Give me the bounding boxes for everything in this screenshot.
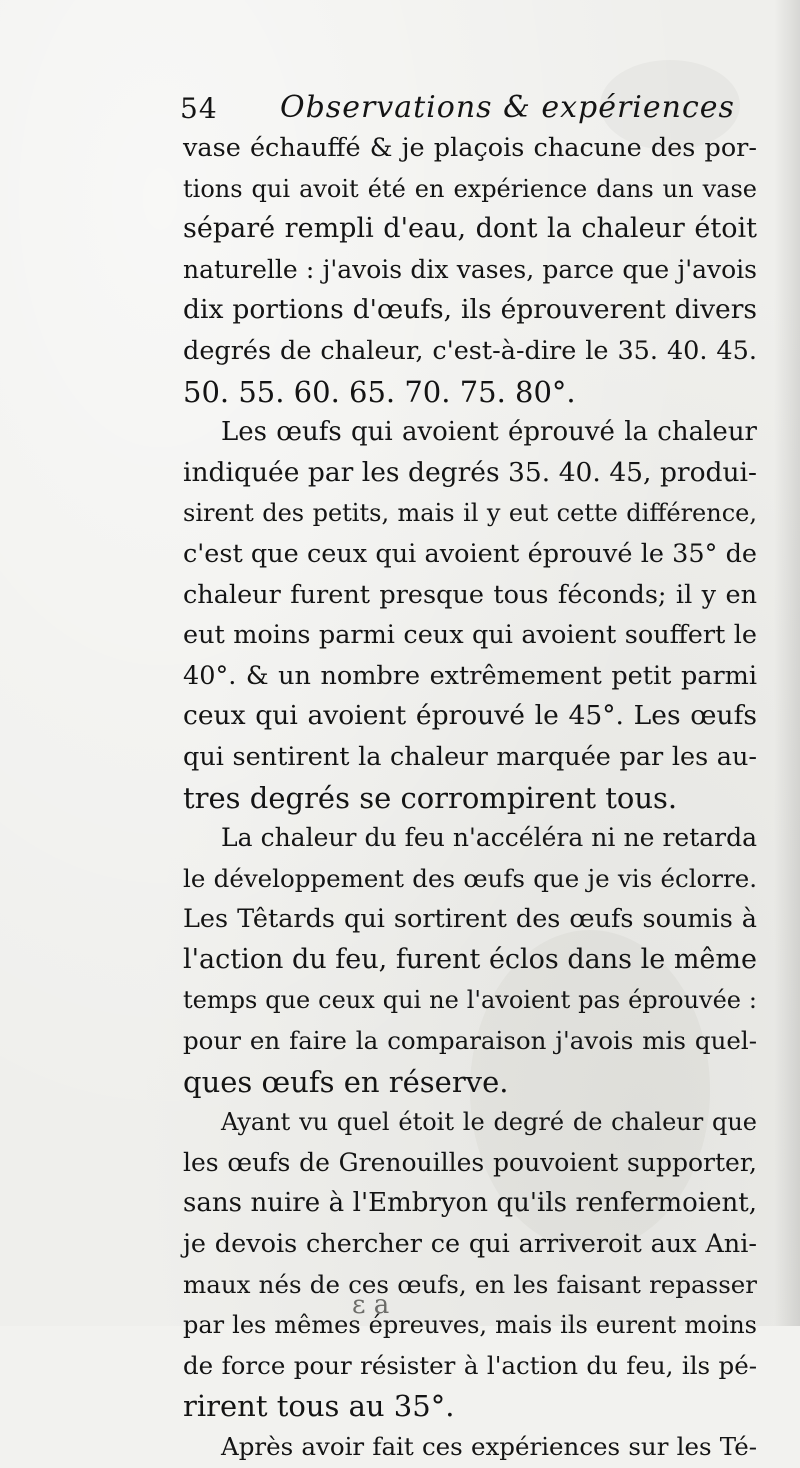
text-line: ques œufs en réserve. bbox=[183, 1064, 509, 1099]
text-line: Après avoir fait ces expériences sur les Té- bbox=[221, 1432, 757, 1461]
footer-mark: ɛ a bbox=[352, 1290, 390, 1320]
page-edge-shadow bbox=[774, 0, 800, 1326]
text-line: sans nuire à l'Embryon qu'ils renfermoient, bbox=[183, 1188, 757, 1219]
text-line: La chaleur du feu n'accéléra ni ne retarda bbox=[221, 823, 757, 853]
text-line: chaleur furent presque tous féconds; il y en bbox=[183, 579, 757, 610]
text-line: les œufs de Grenouilles pouvoient supporter, bbox=[183, 1147, 757, 1177]
text-line: Les Têtards qui sortirent des œufs soumis à bbox=[183, 904, 757, 935]
text-line: le développement des œufs que je vis éclorre. bbox=[183, 863, 757, 893]
text-line: dix portions d'œufs, ils éprouverent divers bbox=[183, 294, 757, 326]
text-line: 50. 55. 60. 65. 70. 75. 80°. bbox=[183, 374, 576, 409]
text-line: 40°. & un nombre extrêmement petit parmi bbox=[183, 660, 757, 691]
body-text bbox=[183, 128, 757, 1468]
text-line: vase échauffé & je plaçois chacune des por- bbox=[183, 133, 757, 163]
text-line: qui sentirent la chaleur marquée par les au- bbox=[183, 741, 757, 772]
text-line: sirent des petits, mais il y eut cette différence, bbox=[183, 499, 757, 528]
text-line: l'action du feu, furent éclos dans le même bbox=[183, 943, 757, 975]
text-line: Les œufs qui avoient éprouvé la chaleur bbox=[221, 417, 757, 448]
page-number: 54 bbox=[180, 92, 218, 125]
text-line: pour en faire la comparaison j'avois mis quel- bbox=[183, 1026, 757, 1056]
text-line: indiquée par les degrés 35. 40. 45, produi- bbox=[183, 456, 757, 488]
text-line: c'est que ceux qui avoient éprouvé le 35° de bbox=[183, 538, 757, 569]
running-title: Observations & expériences bbox=[280, 90, 735, 125]
text-line: tres degrés se corrompirent tous. bbox=[183, 780, 678, 815]
text-line: de force pour résister à l'action du feu, ils pé- bbox=[183, 1350, 757, 1380]
text-line: degrés de chaleur, c'est-à-dire le 35. 40. 45. bbox=[183, 335, 757, 366]
text-line: tions qui avoit été en expérience dans un vase bbox=[183, 174, 757, 203]
text-line: rirent tous au 35°. bbox=[183, 1389, 455, 1424]
text-line: séparé rempli d'eau, dont la chaleur étoit bbox=[183, 213, 757, 245]
text-line: Ayant vu quel étoit le degré de chaleur que bbox=[221, 1108, 757, 1137]
page-header bbox=[180, 88, 740, 128]
text-line: ceux qui avoient éprouvé le 45°. Les œufs bbox=[183, 700, 757, 732]
text-line: par les mêmes épreuves, mais ils eurent moins bbox=[183, 1311, 757, 1340]
text-line: temps que ceux qui ne l'avoient pas éprouvée : bbox=[183, 986, 757, 1015]
text-line: maux nés de ces œufs, en les faisant repasser bbox=[183, 1269, 757, 1299]
text-line: je devois chercher ce qui arriveroit aux Ani- bbox=[183, 1229, 757, 1260]
text-line: eut moins parmi ceux qui avoient souffert le bbox=[183, 620, 757, 651]
text-line: naturelle : j'avois dix vases, parce que j'avois bbox=[183, 254, 757, 284]
